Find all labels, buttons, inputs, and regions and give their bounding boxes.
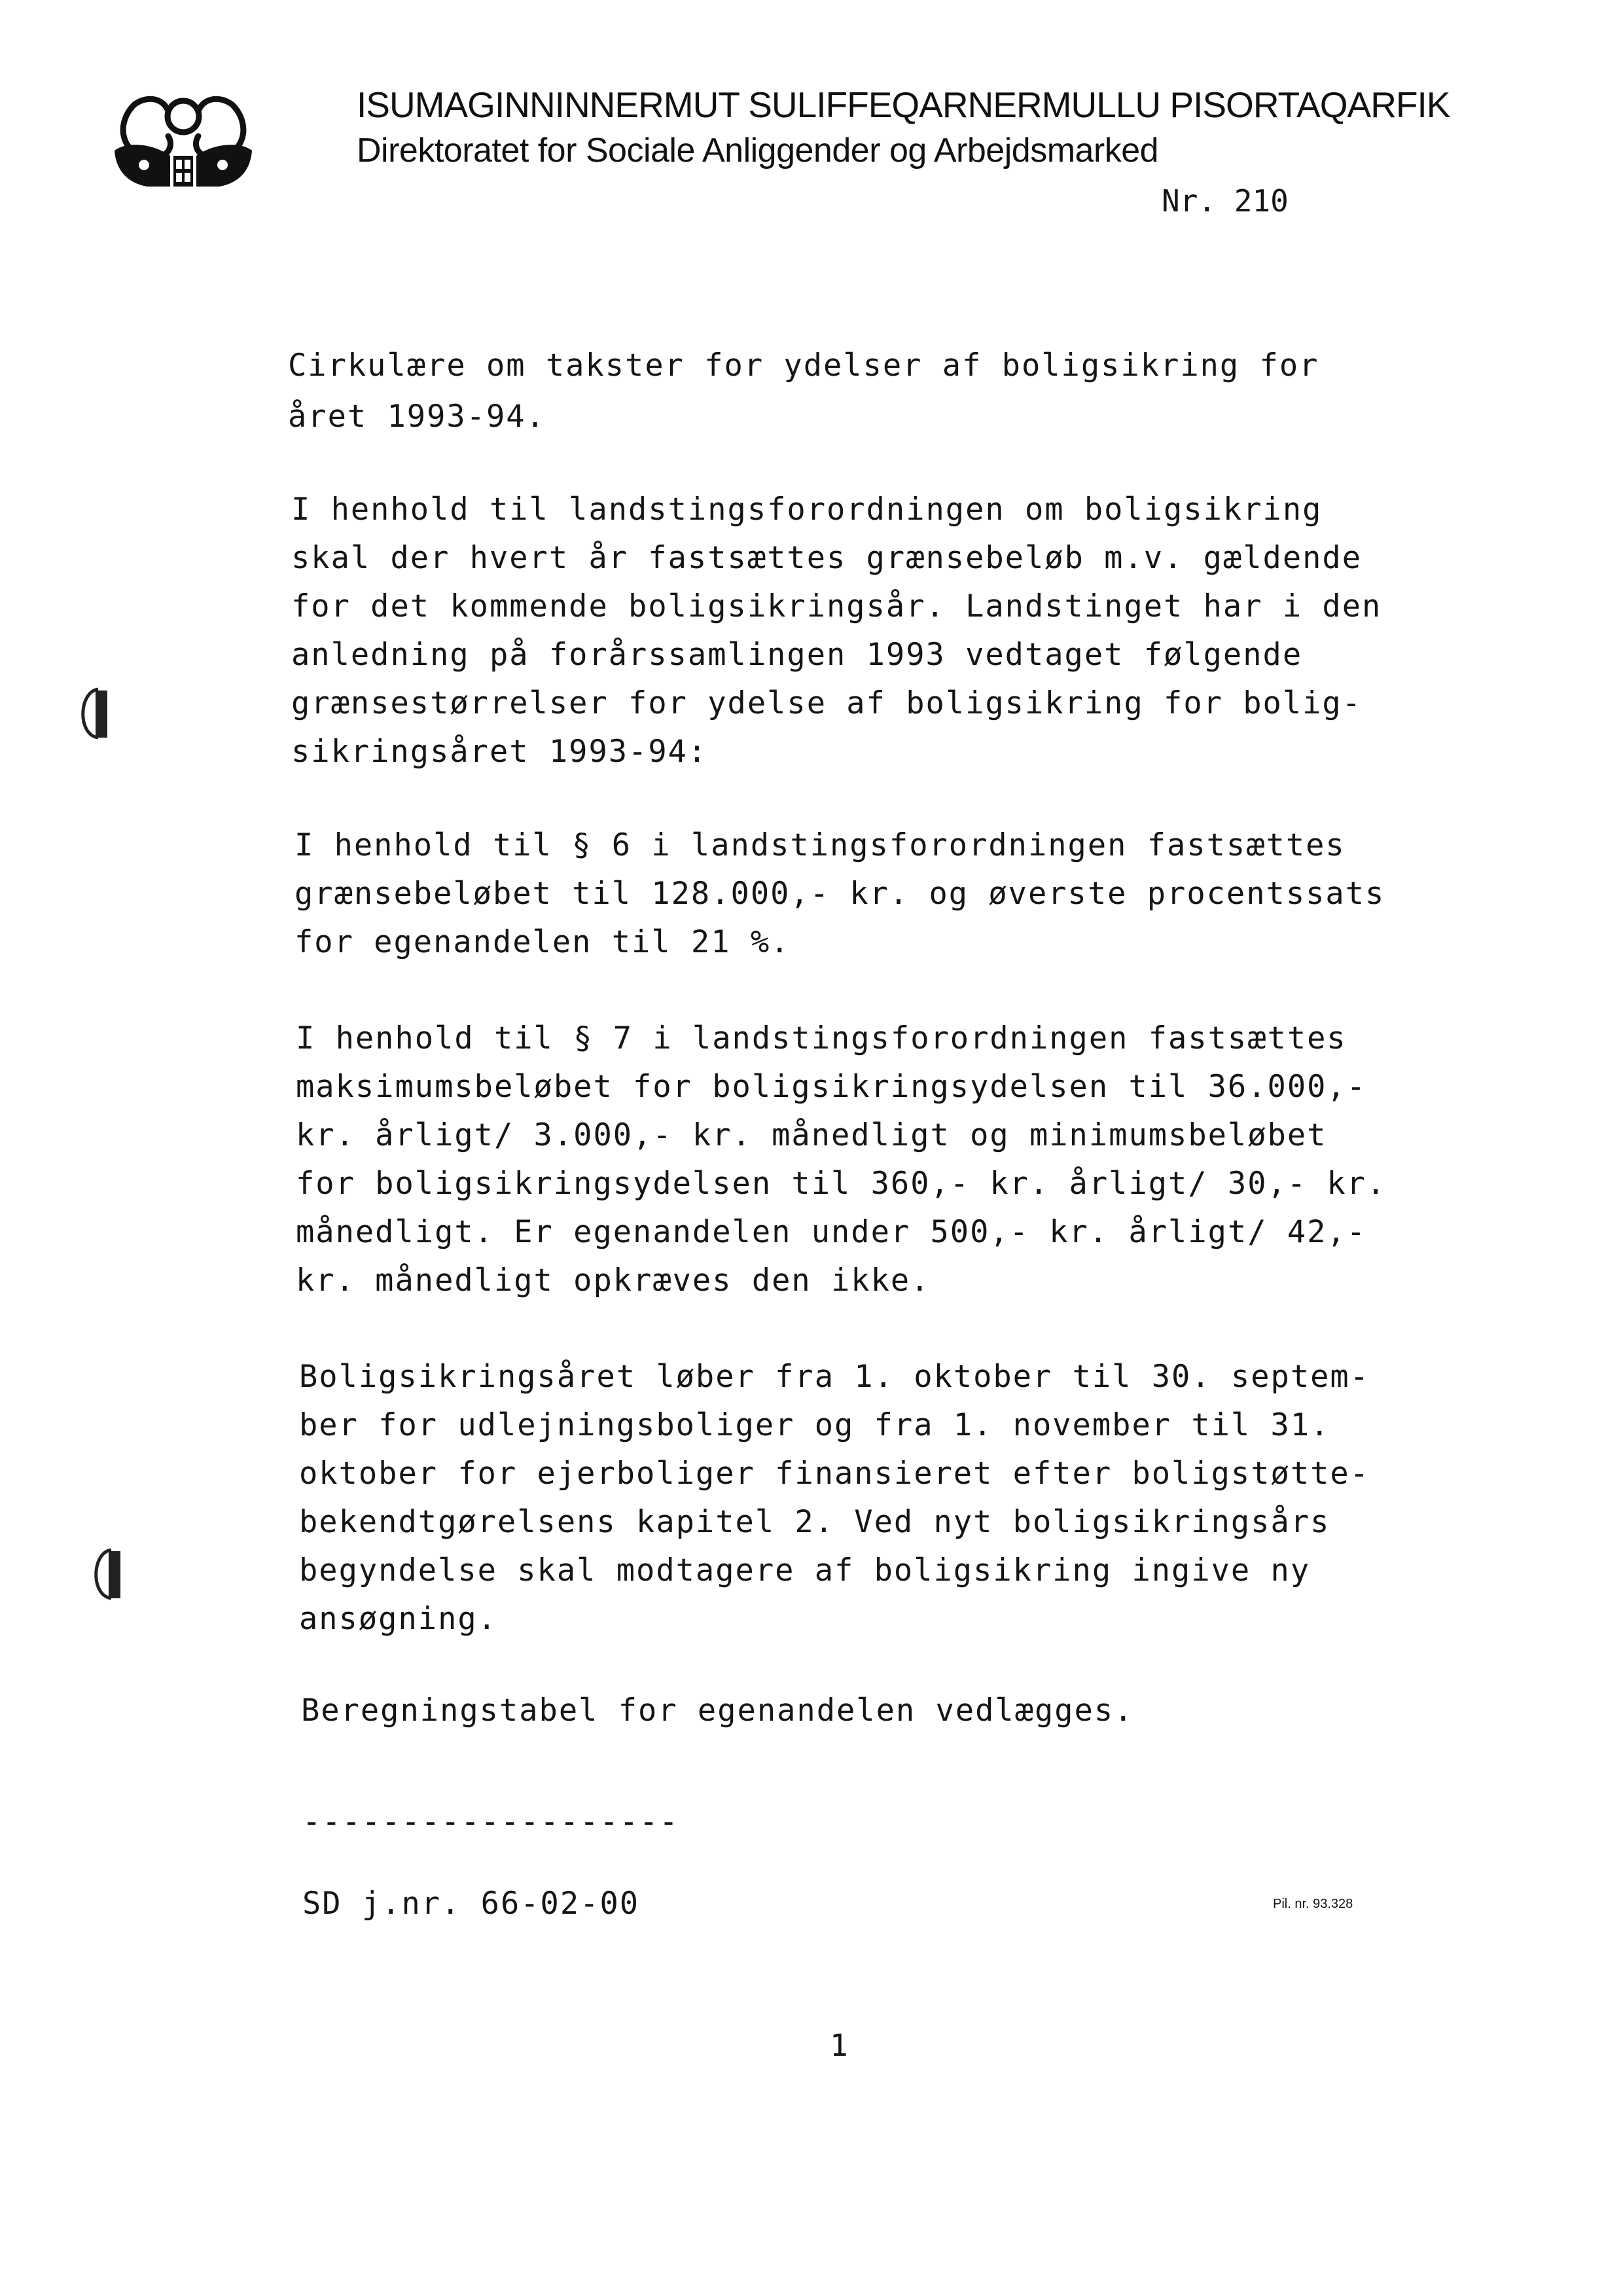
paragraph-line: skal der hvert år fastsættes grænsebeløb m.v. gældende: [291, 540, 1363, 576]
pil-number: Pil. nr. 93.328: [1273, 1897, 1353, 1911]
paragraph-line: månedligt. Er egenandelen under 500,- kr. årligt/ 42,-: [296, 1214, 1367, 1250]
paragraph-line: for det kommende boligsikringsår. Landstinget har i den: [291, 588, 1382, 624]
paragraph-line: oktober for ejerboliger finansieret efter boligstøtte-: [299, 1456, 1370, 1492]
paragraph-line: I henhold til § 6 i landstingsforordningen fastsættes: [294, 827, 1346, 863]
paragraph-line: ansøgning.: [299, 1601, 497, 1637]
paragraph-line: Beregningstabel for egenandelen vedlægges.: [301, 1693, 1134, 1729]
paragraph-line: kr. månedligt opkræves den ikke.: [296, 1263, 931, 1299]
page-number: 1: [830, 2028, 848, 2063]
journal-number: SD j.nr. 66-02-00: [302, 1886, 640, 1922]
paragraph-line: ber for udlejningsboliger og fra 1. november til 31.: [299, 1407, 1330, 1443]
title-line: året 1993-94.: [288, 399, 546, 435]
paragraph-line: I henhold til landstingsforordningen om boligsikring: [291, 492, 1323, 528]
paragraph-line: for boligsikringsydelsen til 360,- kr. årligt/ 30,- kr.: [296, 1166, 1387, 1202]
paragraph-line: sikringsåret 1993-94:: [291, 734, 708, 770]
paragraph-line: begyndelse skal modtagere af boligsikring ingive ny: [299, 1552, 1311, 1588]
title-line: Cirkulære om takster for ydelser af boligsikring for: [288, 348, 1319, 384]
paragraph-line: anledning på forårssamlingen 1993 vedtaget følgende: [291, 637, 1303, 673]
separator-line: -------------------: [302, 1804, 679, 1840]
paragraph-line: bekendtgørelsens kapitel 2. Ved nyt boligsikringsårs: [299, 1504, 1330, 1540]
paragraph-line: grænsebeløbet til 128.000,- kr. og øverste procentssats: [294, 876, 1385, 912]
organization-name: ISUMAGINNINNERMUT SULIFFEQARNERMULLU PISORTAQARFIK: [357, 84, 1450, 125]
paragraph-line: I henhold til § 7 i landstingsforordningen fastsættes: [296, 1020, 1347, 1056]
organization-subtitle: Direktoratet for Sociale Anliggender og Arbejdsmarked: [357, 132, 1159, 170]
paragraph-line: grænsestørrelser for ydelse af boligsikring for bolig-: [291, 685, 1363, 721]
paragraph-line: maksimumsbeløbet for boligsikringsydelsen til 36.000,-: [296, 1069, 1367, 1105]
paragraph-line: kr. årligt/ 3.000,- kr. månedligt og minimumsbeløbet: [296, 1117, 1327, 1153]
circular-number: Nr. 210: [1162, 183, 1289, 219]
paragraph-line: for egenandelen til 21 %.: [294, 924, 791, 960]
paragraph-line: Boligsikringsåret løber fra 1. oktober til 30. septem-: [299, 1359, 1370, 1395]
